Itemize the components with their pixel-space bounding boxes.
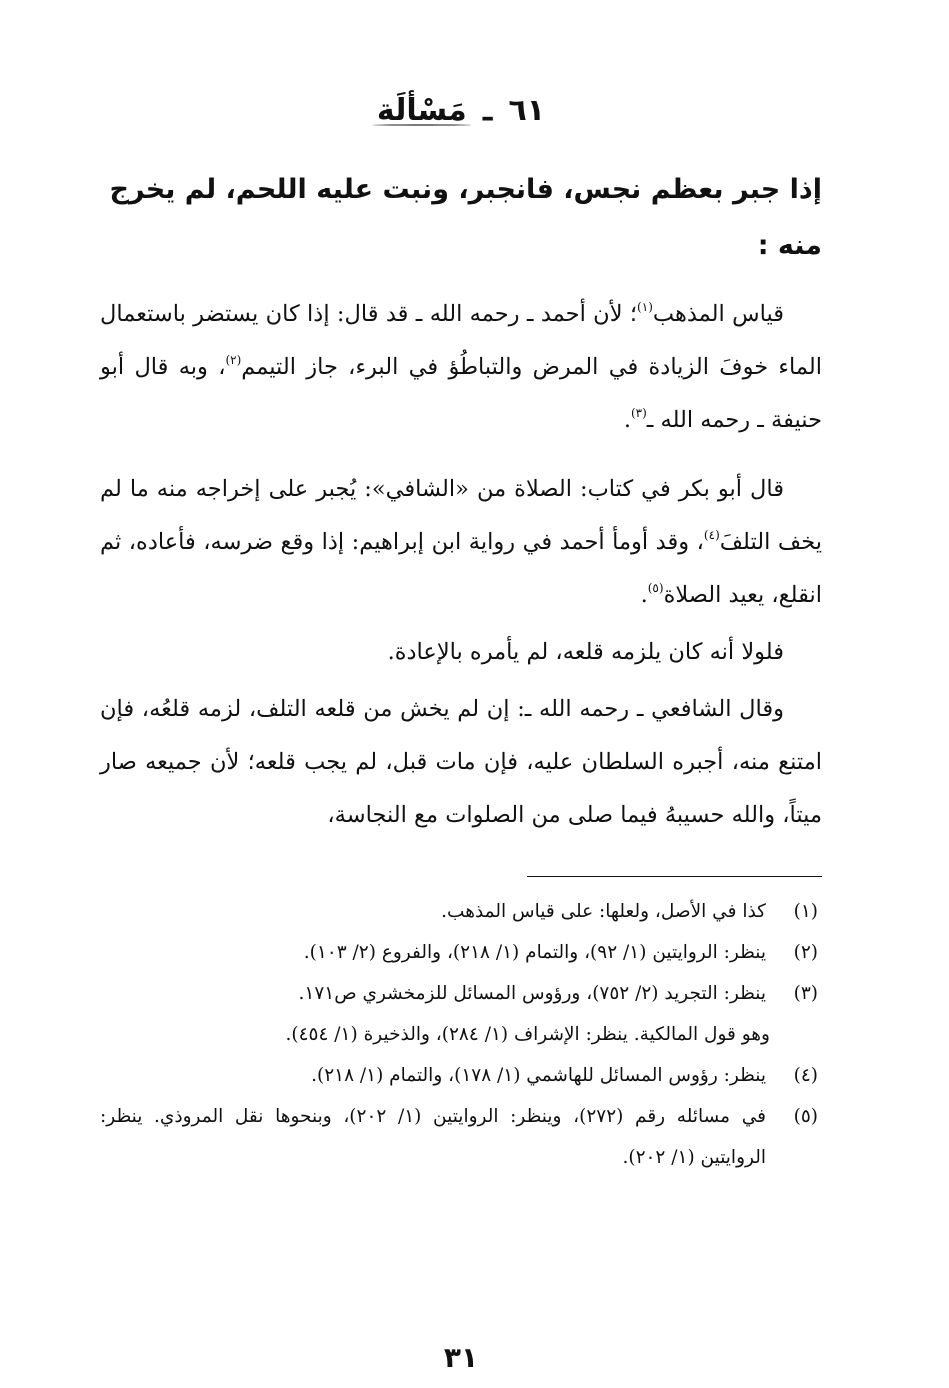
footnote-text: ينظر: الروايتين (١/ ٩٢)، والتمام (١/ ٢١٨)، والفروع (٢/ ١٠٣). (303, 942, 766, 963)
issue-title-continuation: منه : (757, 230, 822, 261)
footnote-5 (100, 1096, 822, 1178)
footnote-2 (100, 932, 822, 973)
paragraph-text: . (623, 407, 631, 433)
footnote-text: في مسائله رقم (٢٧٢)، وينظر: الروايتين (١/ ٢٠٢)، وبنحوها نقل المروذي. ينظر: الروايتين (١/ ٢٠٢). (100, 1106, 766, 1168)
footnote-separator (527, 876, 822, 877)
footnote-ref-4[interactable]: (٤) (703, 528, 720, 542)
footnote-3-continuation: وهو قول المالكية. ينظر: الإشراف (١/ ٢٨٤)، والذخيرة (١/ ٤٥٤). (285, 1024, 770, 1045)
footnote-text: كذا في الأصل، ولعلها: على قياس المذهب. (441, 901, 766, 922)
footnote-ref-5[interactable]: (٥) (647, 581, 664, 595)
issue-heading-word: مَسْألَة (376, 93, 467, 128)
footnote-ref-2[interactable]: (٢) (225, 353, 242, 367)
paragraph-4 (100, 683, 822, 842)
footnote-number: (٣) (793, 983, 818, 1004)
paragraph-text: . (640, 582, 648, 608)
footnote-number: (٢) (793, 942, 818, 963)
footnote-4 (100, 1055, 822, 1096)
footnote-ref-1[interactable]: (١) (637, 300, 653, 314)
footnote-text: ينظر: رؤوس المسائل للهاشمي (١/ ١٧٨)، والتمام (١/ ٢١٨). (311, 1065, 766, 1086)
page-number: ٣١ (443, 1341, 479, 1374)
footnote-number: (٥) (793, 1106, 818, 1127)
issue-title: إذا جبر بعظم نجس، فانجبر، ونبت عليه اللحم، لم يخرج (109, 174, 822, 205)
paragraph-text: ، وبه قال أبو حنيفة ـ رحمه الله ـ (100, 354, 822, 433)
footnotes (100, 891, 822, 1178)
footnote-number: (١) (793, 901, 818, 922)
paragraph-text: قياس المذهب (652, 301, 784, 327)
issue-heading (100, 88, 822, 134)
paragraph-1 (100, 288, 822, 447)
footnote-1 (100, 891, 822, 932)
paragraph-text: فلولا أنه كان يلزمه قلعه، لم يأمره بالإعادة. (387, 639, 784, 665)
paragraph-2 (100, 463, 822, 622)
footnote-3 (100, 973, 822, 1014)
issue-number: ٦١ (508, 93, 546, 128)
paragraph-text: وقال الشافعي ـ رحمه الله ـ: إن لم يخش من قلعه التلف، لزمه قلعُه، فإن امتنع منه، أجبره السلطان عليه، فإن مات قبل، لم يجب قلعه؛ لأن جميعه صار ميتاً، والله حسيبهُ فيما صلى من الصلوات مع النجاسة، (100, 696, 822, 828)
footnote-number: (٤) (793, 1065, 818, 1086)
issue-separator: ـ (483, 93, 492, 128)
paragraph-text: ، وقد أومأ أحمد في رواية ابن إبراهيم: إذا وقع ضرسه، فأعاده، ثم انقلع، يعيد الصلاة (100, 529, 822, 608)
book-page (100, 88, 822, 1374)
paragraph-3 (100, 626, 822, 679)
paragraph-text: قال أبو بكر في كتاب: الصلاة من «الشافي»: يُجبر على إخراجه منه ما لم يخف التلفَ (100, 476, 822, 555)
footnote-text: ينظر: التجريد (٢/ ٧٥٢)، ورؤوس المسائل للزمخشري ص١٧١. (298, 983, 766, 1004)
footnote-ref-3[interactable]: (٣) (630, 406, 647, 420)
paragraph-text: ؛ لأن أحمد ـ رحمه الله ـ قد قال: إذا كان يستضر باستعمال الماء خوفَ الزيادة في المرض والتباطُؤ في البرء، جاز التيمم (100, 301, 822, 380)
